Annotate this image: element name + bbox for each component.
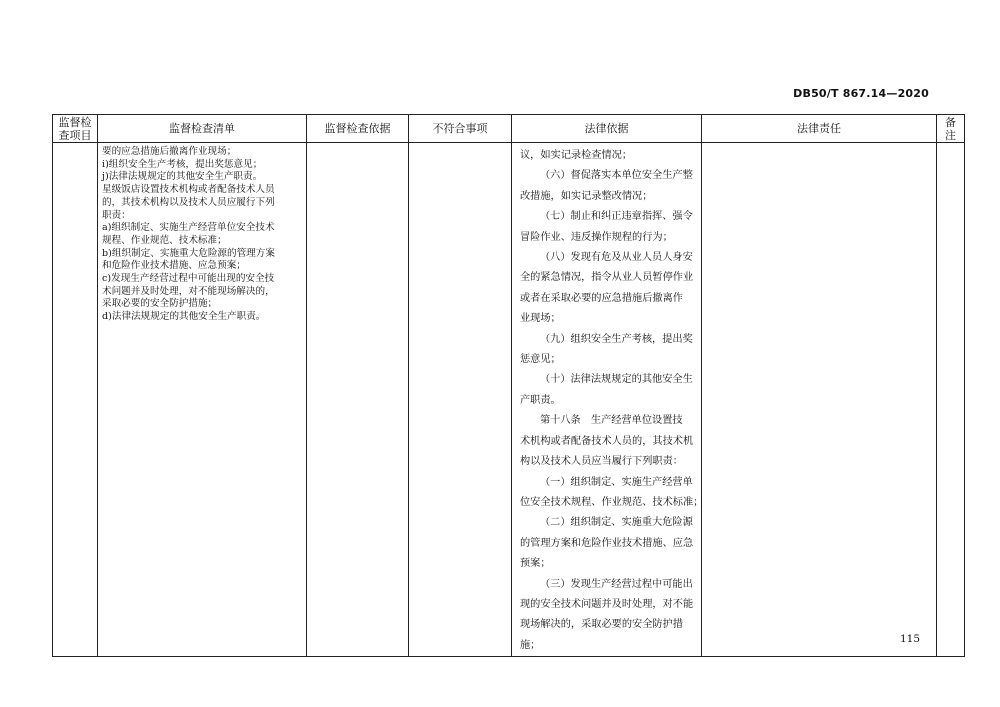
header-item [53, 115, 98, 143]
checklist-line: b)组织制定、实施重大危险源的管理方案 [102, 247, 275, 259]
legal-basis-line: 构以及技术人员应当履行下列职责： [520, 456, 683, 468]
cell-basis [307, 143, 409, 657]
legal-basis-line: 产职责。 [520, 394, 561, 406]
checklist-line: 要的应急措施后撤离作业现场； [102, 146, 237, 157]
checklist-line: 星级饭店设置技术机构或者配备技术人员 [102, 184, 275, 196]
cell-checklist [98, 143, 307, 657]
header-liability: 法律责任 [702, 115, 937, 143]
legal-basis-line: （九）组织安全生产考核，提出奖 [540, 333, 693, 345]
checklist-line: d)法律法规规定的其他安全生产职责。 [102, 311, 266, 323]
document-code: DB50/T 867.14—2020 [793, 87, 929, 100]
checklist-text [98, 143, 306, 324]
checklist-line: 规程、作业规范、技术标准； [102, 234, 227, 246]
cell-legal-basis [512, 143, 702, 657]
header-checklist: 监督检查清单 [98, 115, 307, 143]
checklist-line: c)发现生产经营过程中可能出现的安全技 [102, 273, 275, 285]
header-legal-basis: 法律依据 [512, 115, 702, 143]
legal-basis-line: 施； [520, 639, 541, 651]
legal-basis-line: （六）督促落实本单位安全生产整 [540, 170, 693, 182]
legal-basis-line: 业现场； [520, 313, 561, 325]
legal-basis-line: （二）组织制定、实施重大危险源 [540, 517, 693, 529]
checklist-line: 术问题并及时处理，对不能现场解决的， [102, 285, 275, 297]
legal-basis-line: 惩意见； [520, 354, 561, 366]
cell-item [53, 143, 98, 657]
legal-basis-line: （七）制止和纠正违章指挥、强令 [540, 211, 693, 223]
checklist-line: a)组织制定、实施生产经营单位安全技术 [102, 222, 275, 234]
legal-basis-line: （一）组织制定、实施生产经营单 [540, 476, 693, 488]
checklist-line: 职责： [102, 209, 131, 221]
legal-basis-line: 现场解决的，采取必要的安全防护措 [520, 619, 683, 631]
legal-basis-line: 全的紧急情况，指令从业人员暂停作业 [520, 272, 694, 284]
legal-basis-line: 的管理方案和危险作业技术措施、应急 [520, 537, 694, 549]
header-row [53, 115, 965, 143]
header-noncompliance: 不符合事项 [409, 115, 512, 143]
supervision-table [52, 114, 965, 657]
cell-noncompliance [409, 143, 512, 657]
cell-remark [937, 143, 965, 657]
header-remark-line2: 注 [945, 128, 956, 142]
legal-basis-line: 议，如实记录检查情况； [520, 150, 633, 161]
legal-basis-line: （十）法律法规规定的其他安全生 [540, 374, 693, 386]
legal-basis-line: 预案； [520, 558, 551, 570]
legal-basis-line: （三）发现生产经营过程中可能出 [540, 578, 693, 590]
checklist-line: 采取必要的安全防护措施； [102, 298, 218, 310]
cell-liability [702, 143, 937, 657]
legal-basis-line: 现的安全技术问题并及时处理，对不能 [520, 598, 694, 610]
page-number: 115 [900, 633, 921, 645]
checklist-line: 的，其技术机构以及技术人员应履行下列 [102, 196, 275, 208]
legal-basis-line: 位安全技术规程、作业规范、技术标准； [520, 496, 704, 508]
checklist-line: i)组织安全生产考核，提出奖惩意见； [102, 158, 263, 170]
legal-basis-line: 冒险作业、违反操作规程的行为； [520, 231, 673, 243]
legal-basis-text [512, 143, 704, 656]
header-remark [937, 115, 965, 143]
header-item-line1: 监督检 [58, 115, 92, 129]
header-basis: 监督检查依据 [307, 115, 409, 143]
checklist-line: j)法律法规规定的其他安全生产职责。 [102, 171, 263, 183]
header-item-line2: 查项目 [58, 128, 92, 142]
legal-basis-line: 改措施，如实记录整改情况； [520, 190, 653, 202]
legal-basis-line: 术机构或者配备技术人员的，其技术机 [520, 435, 694, 447]
legal-basis-line: 第十八条 生产经营单位设置技 [540, 415, 683, 427]
header-remark-line1: 备 [945, 115, 956, 129]
content-row [53, 143, 965, 657]
legal-basis-line: （八）发现有危及从业人员人身安 [540, 252, 693, 264]
legal-basis-line: 或者在采取必要的应急措施后撤离作 [520, 292, 683, 304]
checklist-line: 和危险作业技术措施、应急预案； [102, 260, 246, 272]
